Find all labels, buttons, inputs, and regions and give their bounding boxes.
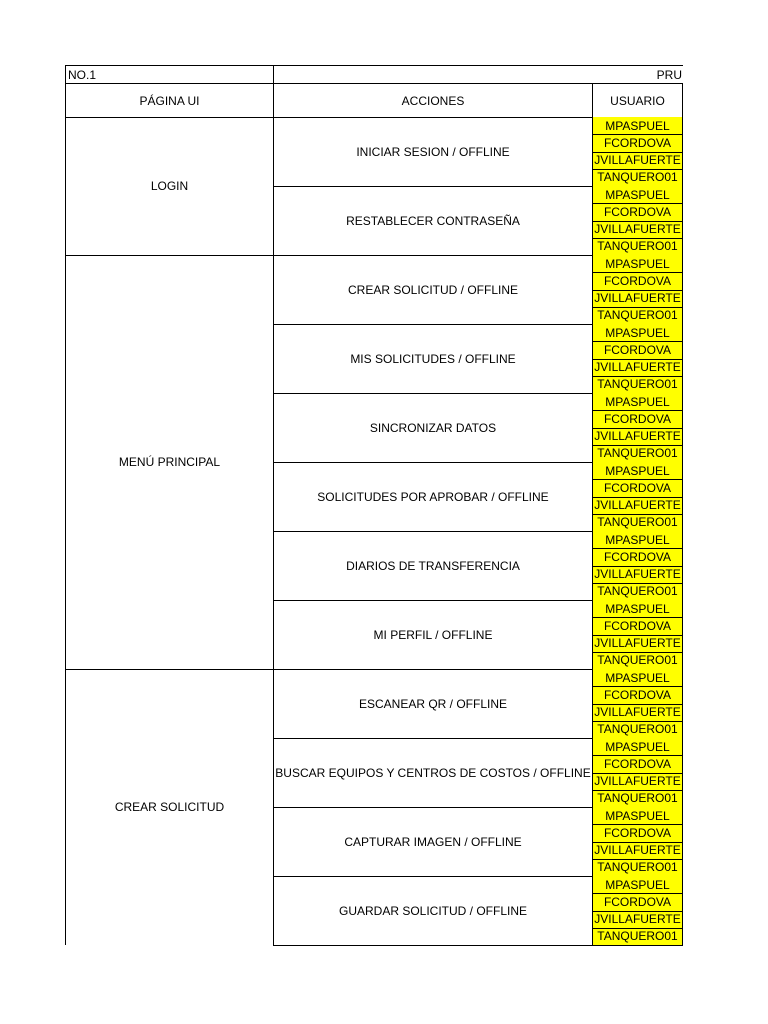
user-cell: TANQUERO01 [593,376,682,393]
user-cell: TANQUERO01 [593,514,682,531]
user-cell: JVILLAFUERTE [594,429,681,444]
user-cell: FCORDOVA [593,548,682,565]
user-cell: TANQUERO01 [593,169,682,186]
action-cell: DIARIOS DE TRANSFERENCIA [346,558,520,573]
user-cell: JVILLAFUERTE [594,843,681,858]
action-cell: GUARDAR SOLICITUD / OFFLINE [338,903,528,918]
user-cell: TANQUERO01 [593,238,682,255]
user-cell: MPASPUEL [593,186,682,203]
page-cell: MENÚ PRINCIPAL [118,455,221,469]
user-cell: MPASPUEL [593,324,682,341]
user-cell: TANQUERO01 [593,721,682,738]
user-cell: FCORDOVA [593,272,682,289]
user-cell: FCORDOVA [593,686,682,703]
action-cell: ESCANEAR QR / OFFLINE [358,696,508,711]
action-cell: RESTABLECER CONTRASEÑA [346,213,520,228]
user-row-divider [592,445,683,446]
user-row-divider [592,583,683,584]
user-cell: MPASPUEL [593,807,682,824]
user-row-divider [592,721,683,722]
action-cell: CREAR SOLICITUD / OFFLINE [347,282,519,297]
action-cell: SOLICITUDES POR APROBAR / OFFLINE [317,489,549,504]
user-cell: JVILLAFUERTE [594,705,681,720]
action-cell: MI PERFIL / OFFLINE [373,627,493,642]
user-row-divider [592,238,683,239]
user-cell: MPASPUEL [593,117,682,134]
user-row-divider [592,514,683,515]
user-row-divider [592,755,683,756]
user-row-divider [592,479,683,480]
user-cell: TANQUERO01 [593,652,682,669]
sheet-title-fragment: PRU [656,67,682,82]
user-row-divider [592,272,683,273]
column-header-divider-user [592,83,593,117]
user-cell: TANQUERO01 [593,583,682,600]
page-action-divider [273,83,274,945]
user-cell: MPASPUEL [593,876,682,893]
user-row-divider [592,548,683,549]
user-cell: JVILLAFUERTE [594,291,681,306]
action-cell: BUSCAR EQUIPOS Y CENTROS DE COSTOS / OFFLINE [275,765,591,780]
user-cell: TANQUERO01 [593,445,682,462]
user-row-divider [592,221,683,222]
user-row-divider [592,652,683,653]
user-cell: JVILLAFUERTE [594,360,681,375]
user-row-divider [592,410,683,411]
user-row-divider [592,497,683,498]
action-user-divider [592,117,593,945]
user-row-divider [592,635,683,636]
user-cell: MPASPUEL [593,255,682,272]
user-row-divider [592,376,683,377]
user-row-divider [592,428,683,429]
user-cell: JVILLAFUERTE [594,912,681,927]
user-cell: JVILLAFUERTE [594,636,681,651]
user-row-divider [592,928,683,929]
user-cell: FCORDOVA [593,203,682,220]
user-cell: FCORDOVA [593,755,682,772]
user-row-divider [592,566,683,567]
user-row-divider [592,134,683,135]
action-cell: MIS SOLICITUDES / OFFLINE [350,351,516,366]
user-cell: FCORDOVA [593,341,682,358]
sheet-number-label: NO.1 [68,67,97,82]
column-header-right-border [682,83,683,117]
user-cell: FCORDOVA [593,134,682,151]
user-cell: JVILLAFUERTE [594,153,681,168]
user-row-divider [592,152,683,153]
action-cell: INICIAR SESION / OFFLINE [356,144,510,159]
table-left-border [65,65,66,945]
user-cell: MPASPUEL [593,600,682,617]
user-row-divider [592,290,683,291]
user-row-divider [592,307,683,308]
user-cell: TANQUERO01 [593,307,682,324]
column-header-user: USUARIO [610,93,665,108]
user-row-divider [592,911,683,912]
action-row-border [273,945,683,946]
action-cell: CAPTURAR IMAGEN / OFFLINE [344,834,522,849]
page-cell: LOGIN [150,179,189,193]
user-cell: MPASPUEL [593,531,682,548]
user-cell: JVILLAFUERTE [594,498,681,513]
user-cell: MPASPUEL [593,738,682,755]
user-row-divider [592,842,683,843]
user-cell: FCORDOVA [593,893,682,910]
user-cell: FCORDOVA [593,410,682,427]
user-row-divider [592,686,683,687]
user-cell: JVILLAFUERTE [594,222,681,237]
user-row-divider [592,203,683,204]
action-cell: SINCRONIZAR DATOS [369,420,497,435]
user-row-divider [592,824,683,825]
user-cell: MPASPUEL [593,393,682,410]
user-cell: FCORDOVA [593,824,682,841]
table-right-border [682,117,683,945]
user-row-divider [592,169,683,170]
user-cell: TANQUERO01 [593,859,682,876]
user-cell: JVILLAFUERTE [594,567,681,582]
page-cell: CREAR SOLICITUD [114,800,225,814]
user-cell: TANQUERO01 [593,790,682,807]
user-row-divider [592,859,683,860]
header-col-divider [273,65,274,83]
user-cell: MPASPUEL [593,669,682,686]
user-row-divider [592,341,683,342]
user-row-divider [592,704,683,705]
user-row-divider [592,359,683,360]
column-header-page: PÁGINA UI [139,93,200,108]
user-cell: JVILLAFUERTE [594,774,681,789]
user-row-divider [592,790,683,791]
user-cell: FCORDOVA [593,617,682,634]
user-cell: FCORDOVA [593,479,682,496]
user-row-divider [592,893,683,894]
user-row-divider [592,773,683,774]
header-divider [65,83,683,84]
header-top-border [65,65,683,66]
user-row-divider [592,617,683,618]
column-header-actions: ACCIONES [401,93,465,108]
user-cell: MPASPUEL [593,462,682,479]
user-cell: TANQUERO01 [593,928,682,945]
